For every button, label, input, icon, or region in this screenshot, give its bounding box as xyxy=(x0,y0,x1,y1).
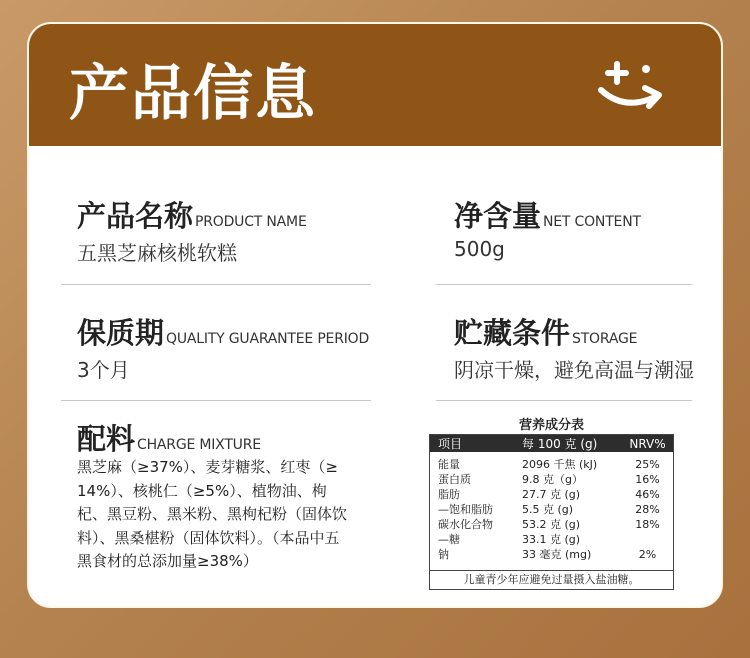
shelf-life-label: 保质期 xyxy=(77,316,165,350)
ingredients-text xyxy=(77,456,395,574)
shelf-life-label-en: QUALITY GUARANTEE PERIOD xyxy=(166,331,370,347)
header-bar xyxy=(29,24,721,146)
divider xyxy=(436,284,692,285)
nutrient-name: 碳水化合物 xyxy=(438,518,493,531)
table-row xyxy=(430,457,673,472)
nutrient-nrv: 28% xyxy=(635,503,660,516)
nutrition-header-item: 项目 xyxy=(438,437,463,451)
nutrition-header-nrv: NRV% xyxy=(629,436,666,451)
nutrient-amount: 33 毫克 (mg) xyxy=(522,548,592,561)
nutrient-amount: 2096 千焦 (kJ) xyxy=(522,458,598,471)
product-name-section xyxy=(77,194,307,266)
ingredients-line: 料）、黑桑椹粉（固体饮料）。（本品中五 xyxy=(77,528,340,547)
net-content-section xyxy=(454,194,641,261)
nutrient-name: 钠 xyxy=(438,548,449,561)
ingredients-line: 14%）、核桃仁（≥5%）、植物油、枸 xyxy=(77,481,327,500)
storage-section xyxy=(454,311,694,383)
shelf-life-value: 3个月 xyxy=(77,358,130,382)
nutrient-name: 脂肪 xyxy=(438,488,460,501)
ingredients-label: 配料 xyxy=(77,422,136,456)
nutrition-footer: 儿童青少年应避免过量摄入盐油糖。 xyxy=(430,570,673,589)
nutrient-name: —饱和脂肪 xyxy=(438,503,493,516)
table-row xyxy=(430,487,673,502)
nutrition-title: 营养成分表 xyxy=(518,418,584,433)
divider xyxy=(436,400,692,401)
nutrient-amount: 53.2 克 (g) xyxy=(522,518,581,531)
nutrient-amount: 9.8 克（g） xyxy=(522,473,583,486)
net-content-label: 净含量 xyxy=(454,199,542,233)
nutrition-table xyxy=(429,434,674,590)
product-info-card xyxy=(27,22,723,608)
product-name-label: 产品名称 xyxy=(77,199,194,233)
ingredients-line: 黑芝麻（≥37%）、麦芽糖浆、红枣（≥ xyxy=(77,458,338,476)
storage-label: 贮藏条件 xyxy=(454,316,571,350)
ingredients-label-en: CHARGE MIXTURE xyxy=(137,437,261,453)
net-content-label-en: NET CONTENT xyxy=(543,214,641,230)
storage-value: 阴凉干燥，避免高温与潮湿 xyxy=(454,358,694,382)
divider xyxy=(61,400,371,401)
table-row xyxy=(430,502,673,517)
nutrition-header-row xyxy=(430,435,673,452)
shelf-life-section xyxy=(77,311,369,383)
net-content-value: 500g xyxy=(454,237,505,261)
nutrient-amount: 27.7 克 (g) xyxy=(522,488,581,501)
page-title: 产品信息 xyxy=(69,59,317,129)
nutrient-nrv: 46% xyxy=(635,488,660,501)
ingredients-heading xyxy=(77,417,261,458)
ingredients-line: 黑食材的总添加量≥38%） xyxy=(77,552,258,570)
nutrient-name: 能量 xyxy=(438,458,460,471)
smile-arrow-icon xyxy=(595,60,669,116)
table-row xyxy=(430,547,673,562)
table-row xyxy=(430,517,673,532)
nutrient-nrv: 18% xyxy=(635,518,660,531)
table-row xyxy=(430,472,673,487)
product-name-value: 五黑芝麻核桃软糕 xyxy=(77,241,237,265)
ingredients-line: 杞、黑豆粉、黑米粉、黑枸杞粉（固体饮 xyxy=(77,505,348,523)
product-name-label-en: PRODUCT NAME xyxy=(195,214,307,230)
nutrient-nrv xyxy=(622,532,673,547)
nutrition-header-per100g: 每 100 克 (g) xyxy=(522,437,598,451)
nutrient-nrv: 25% xyxy=(635,458,660,471)
storage-label-en: STORAGE xyxy=(572,331,638,347)
divider xyxy=(61,284,371,285)
nutrient-name: 蛋白质 xyxy=(438,473,471,486)
nutrient-amount: 5.5 克 (g) xyxy=(522,503,574,516)
nutrient-name: —糖 xyxy=(438,533,460,546)
nutrient-amount: 33.1 克 (g) xyxy=(522,533,581,546)
nutrient-nrv: 2% xyxy=(638,548,657,561)
table-row xyxy=(430,532,673,547)
nutrient-nrv: 16% xyxy=(635,473,660,486)
